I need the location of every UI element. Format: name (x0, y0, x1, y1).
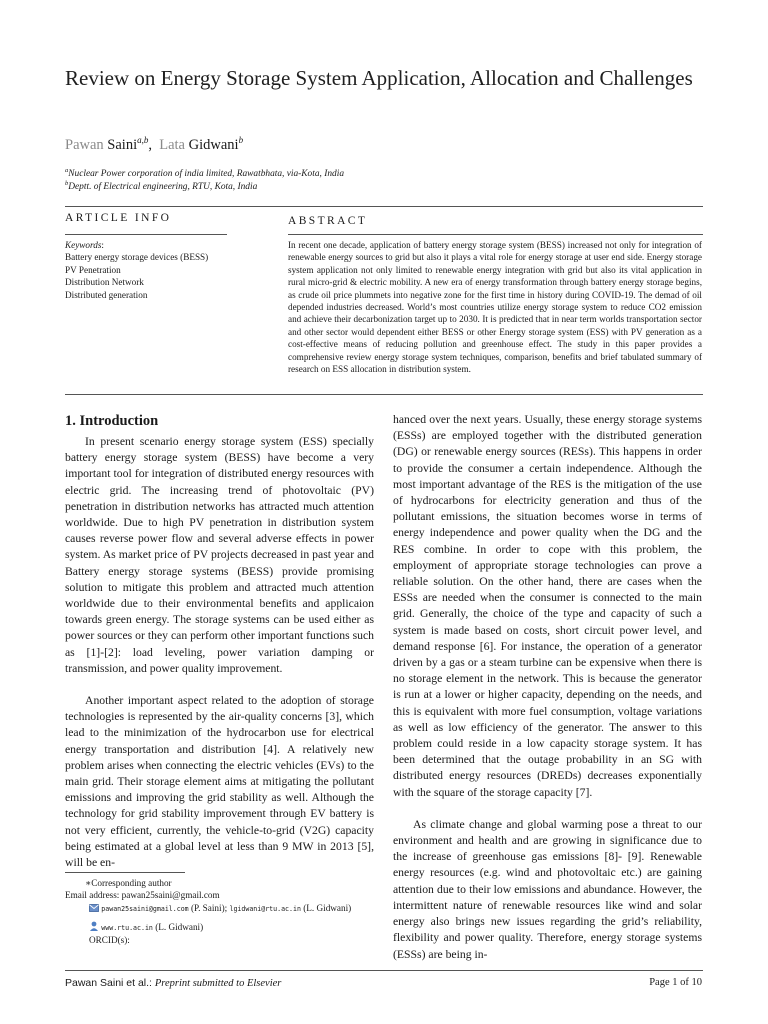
footer-rule (65, 970, 703, 971)
keyword-item: Battery energy storage devices (BESS) (65, 252, 209, 263)
author-1-sup: a,b (137, 135, 149, 145)
orcid-line: ORCID(s): (89, 935, 130, 946)
top-rule (65, 206, 703, 207)
paragraph: Another important aspect related to the adoption of storage technologies is represented by the air-quality concerns [3], which lead to the minimization of the hydrocarbon use for electrical energy transportation and distribution [4]. A relatively new problem arises when connecting the electric vehicles (EVs) to the main grid. Their storage element aims at mitigating the pollutant emissions and improving the grid stability as well. Although the technology for grid stability improvement through EV battery is not very efficient, currently, the vehicle-to-grid (V2G) capacity being estimated at a global level at less than 9 MW in 2013 [5], will be en- (65, 694, 374, 870)
author-2-first: Lata (159, 136, 185, 153)
keywords-label: Keywords (65, 240, 102, 250)
keyword-item: Distribution Network (65, 277, 144, 288)
page-number: Page 1 of 10 (649, 977, 702, 988)
affiliation-b (65, 178, 257, 193)
author-1-first: Pawan (65, 136, 104, 153)
keywords-block (65, 239, 227, 301)
footer-left (65, 977, 281, 989)
email-link-gidwani[interactable]: lgidwani@rtu.ac.in (229, 904, 301, 913)
keyword-item: Distributed generation (65, 289, 148, 300)
footer-authors: Pawan Saini et al.: (65, 977, 152, 989)
article-info-rule (65, 234, 227, 235)
footer-journal: Preprint submitted to Elsevier (154, 978, 282, 989)
affiliation-b-mark: b (65, 180, 69, 187)
email-links-line (65, 902, 374, 915)
footnote-block (65, 877, 374, 946)
author-1-last: Saini (107, 136, 138, 153)
right-column (393, 412, 702, 963)
author-2-last: Gidwani (188, 136, 239, 153)
corresponding-author: ∗Corresponding author (85, 878, 172, 888)
url-line (65, 921, 374, 934)
footnote-rule (65, 872, 185, 873)
left-column (65, 434, 374, 871)
keyword-item: PV Penetration (65, 264, 121, 275)
person-icon (89, 921, 99, 931)
article-info-heading: ARTICLE INFO (65, 212, 172, 224)
affiliation-a-mark: a (65, 167, 69, 174)
abstract-text: In recent one decade, application of battery energy storage system (BESS) increased not only for integration of renewable energy sources to grid but also it plays a vital role for energy storage at user end side. Energy storage system application not only limited to renewable energy integration with grid but also its vital application in rural micro-grid & electric mobility. A new era of energy transformation through battery energy storage begins, as crude oil price plummets into negative zone for the first time in history during COVID-19. The demad of oil depended industries decreased. World’s most countries utilize energy storage system to reduce CO2 emission and achieve their decarbonization target up to 2030. It is predicted that in near term worlds transportation sector and other sector would dependent either BESS or other Energy storage system (ESS) with PV generation as a cost-effective means of reducing pollution and greenhouse effect. The study in this paper provides a comprehensive review energy storage system techniques, comparison, benefits and brief tabulated summary of research on ESS allocation in distribution system. (288, 240, 702, 375)
url-owner: (L. Gidwani) (152, 921, 204, 932)
paragraph: In present scenario energy storage system (ESS) specially battery energy storage system (BESS) have become a very important tool for integration of distributed energy resources with electric grid. The increasing trend of photovoltaic (PV) penetration in distribution networks has attracted much attention worldwide. Due to high PV penetration in distribution system causes reverse power flow and several adverse effects in power system. As market price of PV projects decreased in past year and Battery energy storage systems (BESS) provide promising solution to mitigate this problem and attracted much attention worldwide due to their environmental benefits and applicaion towards green energy. The storage systems can be used either as power sources or they can perform other important functions such as [1]-[2]: load leveling, power variation damping or transmission, and power quality improvement. (65, 435, 374, 675)
website-link[interactable]: www.rtu.ac.in (101, 923, 153, 932)
email-link-saini[interactable]: pawan25saini@gmail.com (101, 904, 189, 913)
email-1-owner: (P. Saini); (188, 902, 230, 913)
email-address-line: Email address: pawan25saini@gmail.com (65, 890, 220, 901)
abstract-rule (288, 234, 703, 235)
paragraph: hanced over the next years. Usually, these energy storage systems (ESSs) are employed together with the distributed generation (DG) or renewable energy sources (RESs). This happens in order to provide the consumer a certain independence. Although the most important advantage of the RES is the mitigation of the use of hydrocarbons for electricity generation and thus of the pollutant emissions, the situation becomes worse in terms of energy independence and power quality when the DG and the RES combine. In order to cope with this problem, the employment of appropriate storage technologies can prove a reliable solution. On the other hand, there are cases when the ESSs are needed when the consumer is connected to the main grid. Generally, the choice of the type and capacity of such a system is made based on costs, short circuit power level, and demand response [6]. For instance, the operation of a generator driven by a gas or a steam turbine can be expensive when there is no storage element in the network. This is because the generator is run at a lower or higher capacity, depending on the needs, and this is equivalent with more fuel consumption, voltage variations as well as low efficiency of the generator. The answer to this problem could reside in a low capacity storage system. It has been determined that the outage probability in an SG with distributed energy resources (DREDs) decreases exponentially with the square of the storage capacity [7]. (393, 413, 702, 799)
section-heading: 1. Introduction (65, 413, 159, 429)
envelope-icon (89, 904, 99, 912)
author-2-sup: b (238, 135, 244, 145)
email-2-owner: (L. Gidwani) (300, 902, 352, 913)
middle-rule (65, 394, 703, 395)
paper-title: Review on Energy Storage System Application, Allocation and Challenges (65, 66, 693, 90)
paragraph: As climate change and global warming pose a threat to our environment and health and are growing in significance due to the increase of greenhouse gas emissions [8]- [9]. Renewable energy resources (e.g. wind and photovoltaic etc.) are gaining attention due to their low emissions and abundance. However, the intermittent nature of renewable resources like wind and solar energy also brings new issues regarding the grid’s reliability, flexibility and power quality. Therefore, energy storage systems (ESSs) are being in- (393, 817, 702, 961)
affiliation-a-text: Nuclear Power corporation of india limited, Rawatbhata, via-Kota, India (68, 169, 345, 180)
author-list: Pawan Saini$^{a,b}$, Lata Gidwani$^b$ (65, 135, 244, 153)
keywords-label-line: Keywords: (65, 240, 104, 250)
affiliation-b-text: Deptt. of Electrical engineering, RTU, Kota, India (68, 182, 258, 193)
abstract-heading: ABSTRACT (288, 215, 368, 227)
